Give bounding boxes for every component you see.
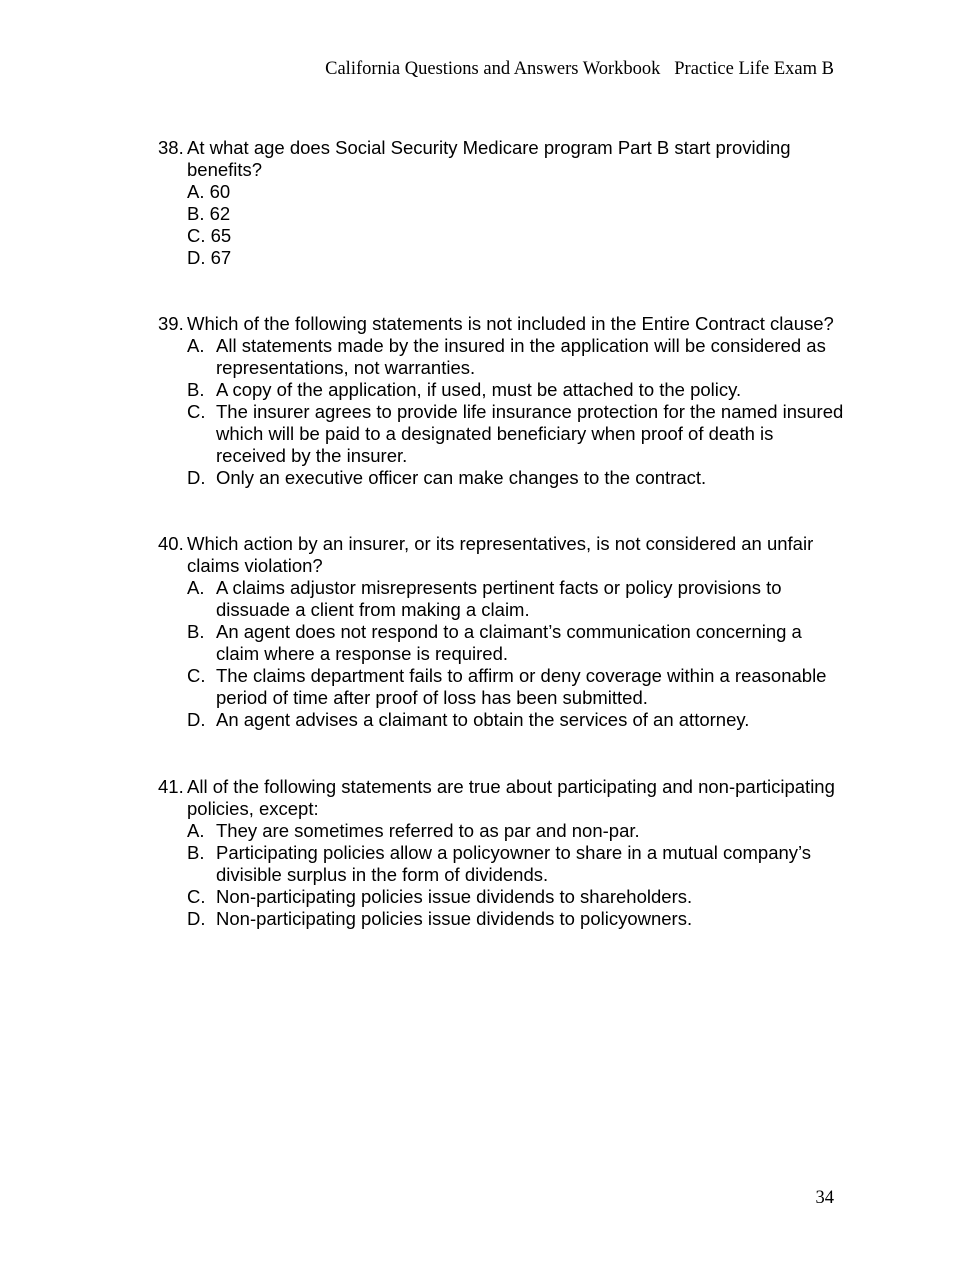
option-letter: C.	[187, 665, 206, 686]
answer-option-d	[187, 467, 848, 489]
option-text: Non-participating policies issue dividends to policyowners.	[216, 908, 693, 929]
answer-option-a	[187, 335, 848, 379]
option-text: The insurer agrees to provide life insurance protection for the named insured which will be paid to a designated beneficiary when proof of death is received by the insurer.	[216, 401, 844, 466]
answer-option-c	[187, 401, 848, 467]
question-stem	[158, 313, 848, 335]
question-number: 41.	[158, 776, 184, 797]
question-38	[158, 137, 848, 269]
option-text: Participating policies allow a policyowner to share in a mutual company’s divisible surplus in the form of dividends.	[216, 842, 812, 885]
question-number: 39.	[158, 313, 184, 334]
page-number: 34	[815, 1188, 834, 1208]
answer-option-a	[187, 820, 848, 842]
question-number: 40.	[158, 533, 184, 554]
option-letter: A.	[187, 335, 205, 356]
answer-options	[187, 335, 848, 489]
option-text: A claims adjustor misrepresents pertinent facts or policy provisions to dissuade a client from making a claim.	[216, 577, 782, 620]
question-41	[158, 776, 848, 930]
answer-option-c	[187, 665, 848, 709]
answer-option-b	[187, 621, 848, 665]
question-stem	[158, 776, 848, 820]
option-text: A copy of the application, if used, must be attached to the policy.	[216, 379, 742, 400]
question-text: Which action by an insurer, or its representatives, is not considered an unfair claims violation?	[187, 533, 814, 576]
question-text: At what age does Social Security Medicare program Part B start providing benefits?	[187, 137, 791, 180]
option-letter: B.	[187, 842, 205, 863]
answer-option-b	[187, 379, 848, 401]
option-text: They are sometimes referred to as par and non-par.	[216, 820, 640, 841]
answer-option-b	[187, 842, 848, 886]
option-letter: D.	[187, 467, 206, 488]
answer-option-c	[187, 886, 848, 908]
answer-option-a: A. 60	[187, 181, 231, 202]
answer-option-b: B. 62	[187, 203, 231, 224]
option-text: The claims department fails to affirm or deny coverage within a reasonable period of time after proof of loss has been submitted.	[216, 665, 827, 708]
answer-option-c: C. 65	[187, 225, 232, 246]
question-text: All of the following statements are true about participating and non-participating policies, except:	[187, 776, 835, 819]
question-stem	[158, 533, 848, 577]
question-text: Which of the following statements is not included in the Entire Contract clause?	[187, 313, 834, 334]
option-letter: D.	[187, 908, 206, 929]
question-stem	[158, 137, 848, 181]
option-text: Only an executive officer can make changes to the contract.	[216, 467, 707, 488]
answer-option-d	[187, 709, 848, 731]
question-number: 38.	[158, 137, 184, 158]
option-letter: D.	[187, 709, 206, 730]
option-letter: A.	[187, 820, 205, 841]
question-39	[158, 313, 848, 489]
option-text: An agent does not respond to a claimant’s communication concerning a claim where a response is required.	[216, 621, 802, 664]
option-letter: A.	[187, 577, 205, 598]
option-text: Non-participating policies issue dividends to shareholders.	[216, 886, 693, 907]
option-letter: B.	[187, 621, 205, 642]
option-letter: C.	[187, 401, 206, 422]
answer-option-a	[187, 577, 848, 621]
option-text: All statements made by the insured in the application will be considered as representations, not warranties.	[216, 335, 826, 378]
option-letter: B.	[187, 379, 205, 400]
answer-options	[187, 577, 848, 731]
answer-options	[187, 820, 848, 930]
question-40	[158, 533, 848, 731]
answer-option-d	[187, 908, 848, 930]
answer-options	[187, 181, 848, 269]
page-header: California Questions and Answers Workbook Practice Life Exam B	[325, 59, 834, 79]
option-letter: C.	[187, 886, 206, 907]
answer-option-d: D. 67	[187, 247, 232, 268]
question-list	[158, 137, 848, 930]
option-text: An agent advises a claimant to obtain the services of an attorney.	[216, 709, 750, 730]
